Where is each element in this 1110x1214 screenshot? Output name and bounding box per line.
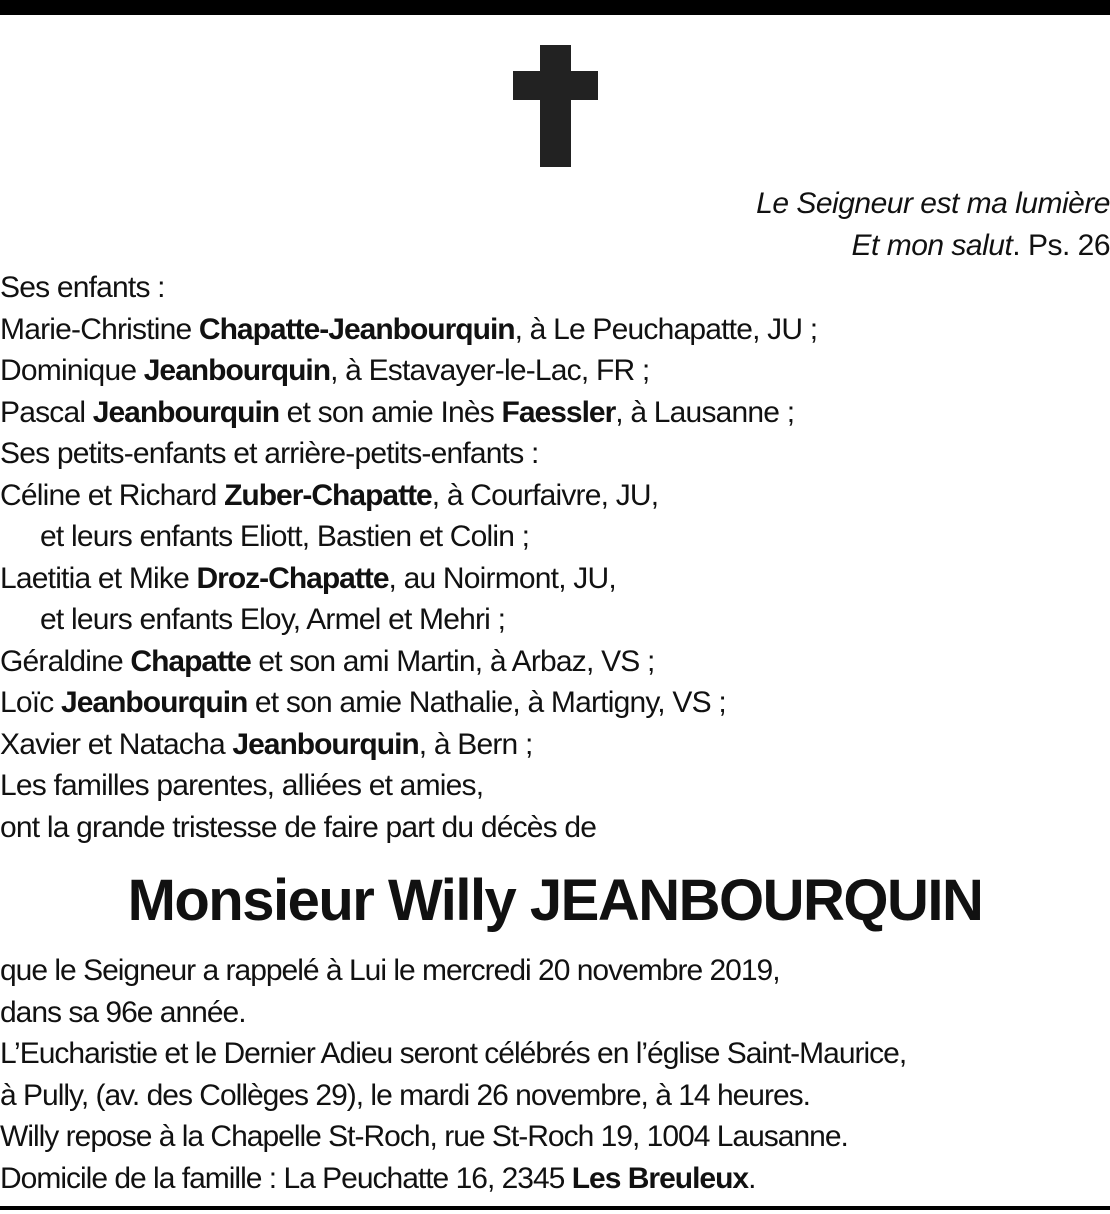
families-line: Les familles parentes, alliées et amies, [0,769,484,802]
announcement-line: ont la grande tristesse de faire part du décès de [0,810,597,844]
details-line: à Pully, (av. des Collèges 29), le mardi 26 novembre, à 14 heures. [0,1078,811,1112]
list-item: Pascal Jeanbourquin et son amie Inès Faessler, à Lausanne ; [0,395,795,429]
deceased-name: Monsieur Willy JEANBOURQUIN [127,868,983,933]
details-line: Willy repose à la Chapelle St-Roch, rue St-Roch 19, 1004 Lausanne. [0,1120,848,1153]
latin-cross-icon [513,45,598,167]
list-item: Dominique Jeanbourquin, à Estavayer-le-Lac, FR ; [0,354,650,387]
grandchildren-heading: Ses petits-enfants et arrière-petits-enfants : [0,437,539,470]
list-item: et leurs enfants Eliott, Bastien et Colin ; [40,520,530,553]
details-line: L’Eucharistie et le Dernier Adieu seront célébrés en l’église Saint-Maurice, [0,1037,907,1070]
quote-reference: . Ps. 26 [1012,229,1110,262]
residence-line: Domicile de la famille : La Peuchatte 16, 2345 Les Breuleux. [0,1161,756,1195]
children-heading: Ses enfants : [0,271,165,304]
quote-line-2: Et mon salut [851,229,1013,262]
list-item: Céline et Richard Zuber-Chapatte, à Courfaivre, JU, [0,478,659,512]
list-item: Géraldine Chapatte et son ami Martin, à Arbaz, VS ; [0,644,655,678]
list-item: Xavier et Natacha Jeanbourquin, à Bern ; [0,727,533,761]
details-line: dans sa 96e année. [0,995,246,1029]
quote-line-1: Le Seigneur est ma lumière [756,187,1110,220]
details-line: que le Seigneur a rappelé à Lui le mercredi 20 novembre 2019, [0,954,780,987]
list-item: et leurs enfants Eloy, Armel et Mehri ; [40,603,506,636]
list-item: Laetitia et Mike Droz-Chapatte, au Noirmont, JU, [0,561,616,595]
list-item: Loïc Jeanbourquin et son amie Nathalie, à Martigny, VS ; [0,686,726,719]
bottom-border-rule [0,1206,1110,1210]
list-item: Marie-Christine Chapatte-Jeanbourquin, à Le Peuchapatte, JU ; [0,312,818,346]
family-list [0,267,1110,848]
bible-quote [510,183,1110,267]
funeral-details [0,950,1110,1199]
top-border-rule [0,0,1110,15]
